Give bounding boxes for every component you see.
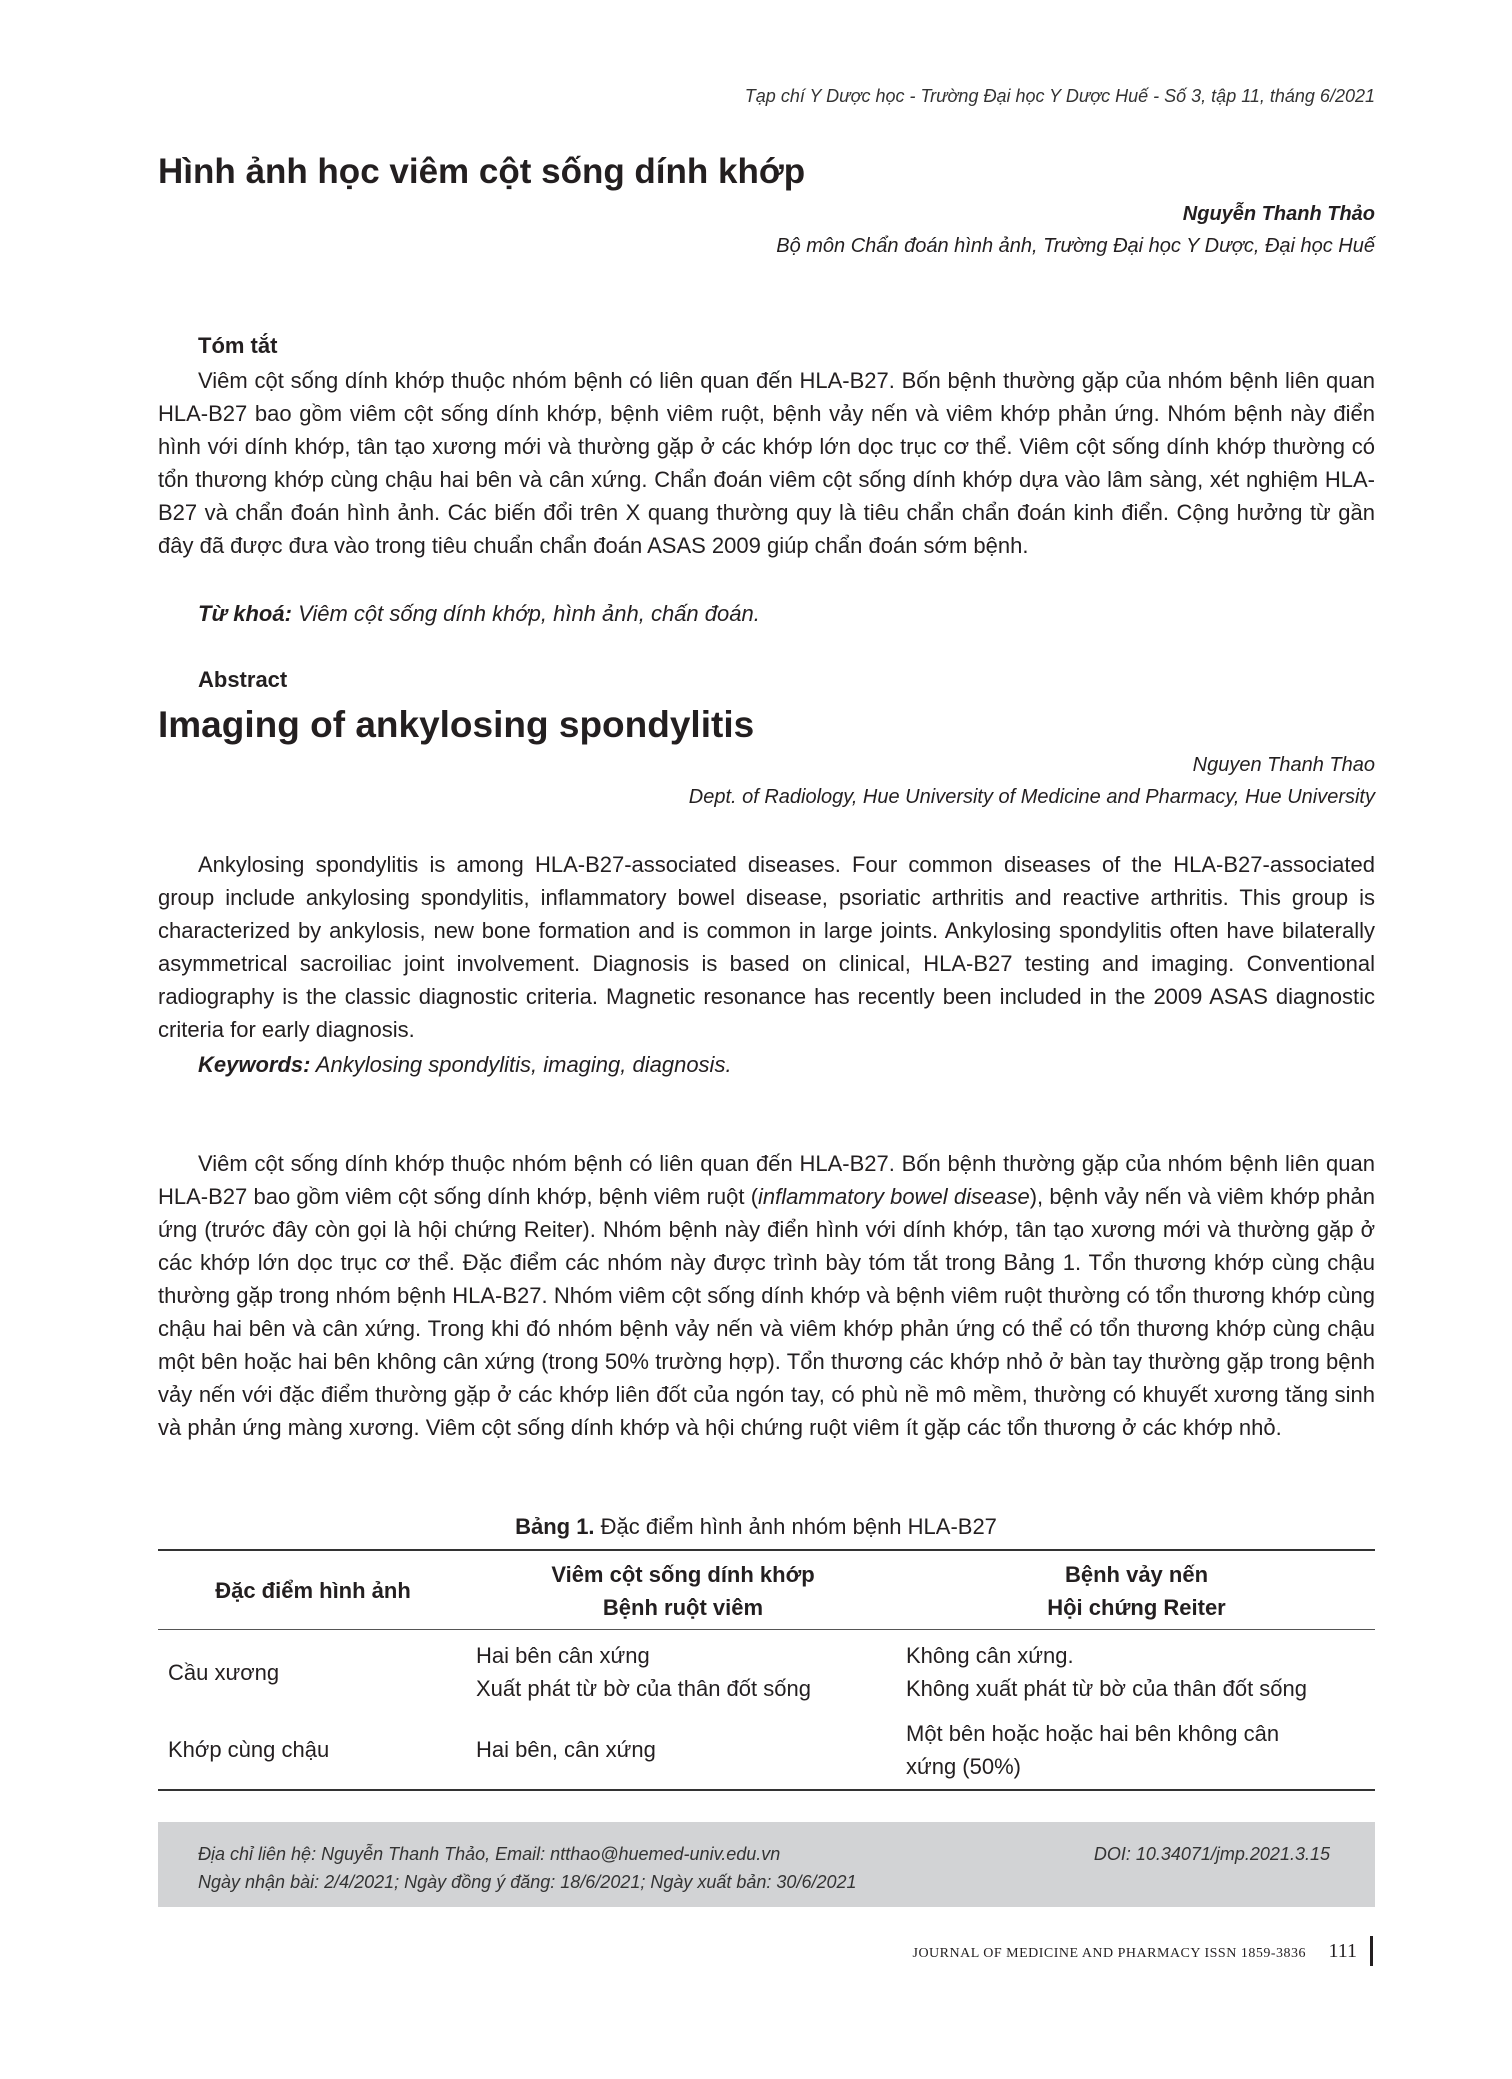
- table-caption-text: Đặc điểm hình ảnh nhóm bệnh HLA-B27: [600, 1514, 997, 1539]
- abstract-text: Ankylosing spondylitis is among HLA-B27-associated diseases. Four common diseases of the HLA-B27-associated group include ankylosing spondylitis, inflammatory bowel disease, psoriatic arthritis and reactive arthritis. This group is characterized by ankylosis, new bone formation and is common in large joints. Ankylosing spondylitis often have bilaterally asymmetrical sacroiliac joint involvement. Diagnosis is based on clinical, HLA-B27 testing and imaging. Conventional radiography is the classic diagnostic criteria. Magnetic resonance has recently been included in the 2009 ASAS diagnostic criteria for early diagnosis.: [158, 852, 1375, 1042]
- table-header-group2-line1: Bệnh vảy nến: [1064, 1562, 1209, 1587]
- keywords-en: [198, 1052, 732, 1078]
- body-paragraph: [158, 1147, 1375, 1444]
- affiliation-vi: Bộ môn Chẩn đoán hình ảnh, Trường Đại học Y Dược, Đại học Huế: [776, 235, 1375, 257]
- keywords-vi: [198, 601, 760, 627]
- table-row-2-group2-line1: Một bên hoặc hoặc hai bên không cân: [906, 1721, 1280, 1746]
- table-header-feature: Đặc điểm hình ảnh: [215, 1578, 411, 1603]
- table-header-group1-line2: Bệnh ruột viêm: [602, 1595, 764, 1620]
- author-name-vi: Nguyễn Thanh Thảo: [1182, 203, 1375, 225]
- contact-line: Địa chỉ liên hệ: Nguyễn Thanh Thảo, Email: ntthao@huemed-univ.edu.vn: [198, 1844, 781, 1864]
- summary-paragraph: [158, 364, 1375, 562]
- table-row-1-group1-line2: Xuất phát từ bờ của thân đốt sống: [476, 1676, 811, 1701]
- table-header-group1-line1: Viêm cột sống dính khớp: [551, 1562, 815, 1587]
- keywords-label-vi: Từ khoá:: [198, 601, 292, 626]
- imaging-features-table: [158, 1549, 1375, 1791]
- table-row-2-feature: Khớp cùng chậu: [168, 1737, 330, 1762]
- page-number: 111: [1328, 1940, 1357, 1962]
- journal-header: Tạp chí Y Dược học - Trường Đại học Y Dược Huế - Số 3, tập 11, tháng 6/2021: [744, 86, 1375, 106]
- table-row-1-group1-line1: Hai bên cân xứng: [476, 1643, 650, 1668]
- body-text-italic: inflammatory bowel disease: [758, 1184, 1030, 1209]
- affiliation-en: Dept. of Radiology, Hue University of Medicine and Pharmacy, Hue University: [688, 786, 1375, 808]
- summary-heading: Tóm tắt: [198, 333, 278, 358]
- author-name-en: Nguyen Thanh Thao: [1192, 754, 1375, 776]
- abstract-paragraph: [158, 848, 1375, 1046]
- table-row-1-group2-line2: Không xuất phát từ bờ của thân đốt sống: [906, 1676, 1307, 1701]
- table-header-row: [158, 1551, 1375, 1630]
- body-text-2: ), bệnh vảy nến và viêm khớp phản ứng (trước đây còn gọi là hội chứng Reiter). Nhóm bệnh này điển hình với dính khớp, tân tạo xương mới và thường gặp ở các khớp lớn dọc trục cơ thể. Đặc điểm các nhóm này được trình bày tóm tắt trong Bảng 1. Tổn thương khớp cùng chậu thường gặp trong nhóm bệnh HLA-B27. Nhóm viêm cột sống dính khớp và bệnh viêm ruột thường có tổn thương khớp cùng chậu hai bên và cân xứng. Trong khi đó nhóm bệnh vảy nến và viêm khớp phản ứng có thể có tổn thương khớp cùng chậu một bên hoặc hai bên không cân xứng (trong 50% trường hợp). Tổn thương các khớp nhỏ ở bàn tay thường gặp trong bệnh vảy nến với đặc điểm thường gặp ở các khớp liên đốt của ngón tay, có phù nề mô mềm, thường có khuyết xương tăng sinh và phản ứng màng xương. Viêm cột sống dính khớp và hội chứng ruột viêm ít gặp các tổn thương ở các khớp nhỏ.: [158, 1184, 1375, 1440]
- body-text-1: Viêm cột sống dính khớp thuộc nhóm bệnh có liên quan đến HLA-B27. Bốn bệnh thường gặp của nhóm bệnh liên quan HLA-B27 bao gồm viêm cột sống dính khớp, bệnh viêm ruột (: [158, 1151, 1375, 1209]
- table-row-2-group1-line1: Hai bên, cân xứng: [476, 1737, 656, 1762]
- table-header-group2-line2: Hội chứng Reiter: [1047, 1595, 1226, 1620]
- dates-line: Ngày nhận bài: 2/4/2021; Ngày đồng ý đăng: 18/6/2021; Ngày xuất bản: 30/6/2021: [198, 1872, 857, 1892]
- table-caption-label: Bảng 1.: [515, 1514, 595, 1539]
- doi-line: DOI: 10.34071/jmp.2021.3.15: [1093, 1844, 1330, 1864]
- page-number-bar: [1370, 1936, 1373, 1966]
- summary-text: Viêm cột sống dính khớp thuộc nhóm bệnh có liên quan đến HLA-B27. Bốn bệnh thường gặp của nhóm bệnh liên quan HLA-B27 bao gồm viêm cột sống dính khớp, bệnh viêm ruột, bệnh vảy nến và viêm khớp phản ứng. Nhóm bệnh này điển hình với dính khớp, tân tạo xương mới và thường gặp ở các khớp lớn dọc trục cơ thể. Viêm cột sống dính khớp thường có tổn thương khớp cùng chậu hai bên và cân xứng. Chẩn đoán viêm cột sống dính khớp dựa vào lâm sàng, xét nghiệm HLA-B27 và chẩn đoán hình ảnh. Các biến đổi trên X quang thường quy là tiêu chẩn chẩn đoán kinh điển. Cộng hưởng từ gần đây đã được đưa vào trong tiêu chuẩn chẩn đoán ASAS 2009 giúp chẩn đoán sớm bệnh.: [158, 368, 1375, 558]
- article-title-vi: Hình ảnh học viêm cột sống dính khớp: [158, 152, 806, 191]
- table-row-1-feature: Cầu xương: [168, 1660, 280, 1685]
- keywords-label-en: Keywords:: [198, 1052, 311, 1077]
- journal-footer: JOURNAL OF MEDICINE AND PHARMACY ISSN 1859-3836: [912, 1946, 1306, 1961]
- table-row-1-group2-line1: Không cân xứng.: [906, 1643, 1074, 1668]
- keywords-text-vi: Viêm cột sống dính khớp, hình ảnh, chấn đoán.: [298, 601, 760, 626]
- keywords-text-en: Ankylosing spondylitis, imaging, diagnosis.: [315, 1052, 732, 1077]
- abstract-heading: Abstract: [198, 667, 288, 692]
- correspondence-box: [158, 1822, 1375, 1907]
- article-title-en: Imaging of ankylosing spondylitis: [158, 704, 755, 745]
- table-row-2-group2-line2: xứng (50%): [906, 1754, 1021, 1779]
- table-caption: [0, 1514, 1512, 1540]
